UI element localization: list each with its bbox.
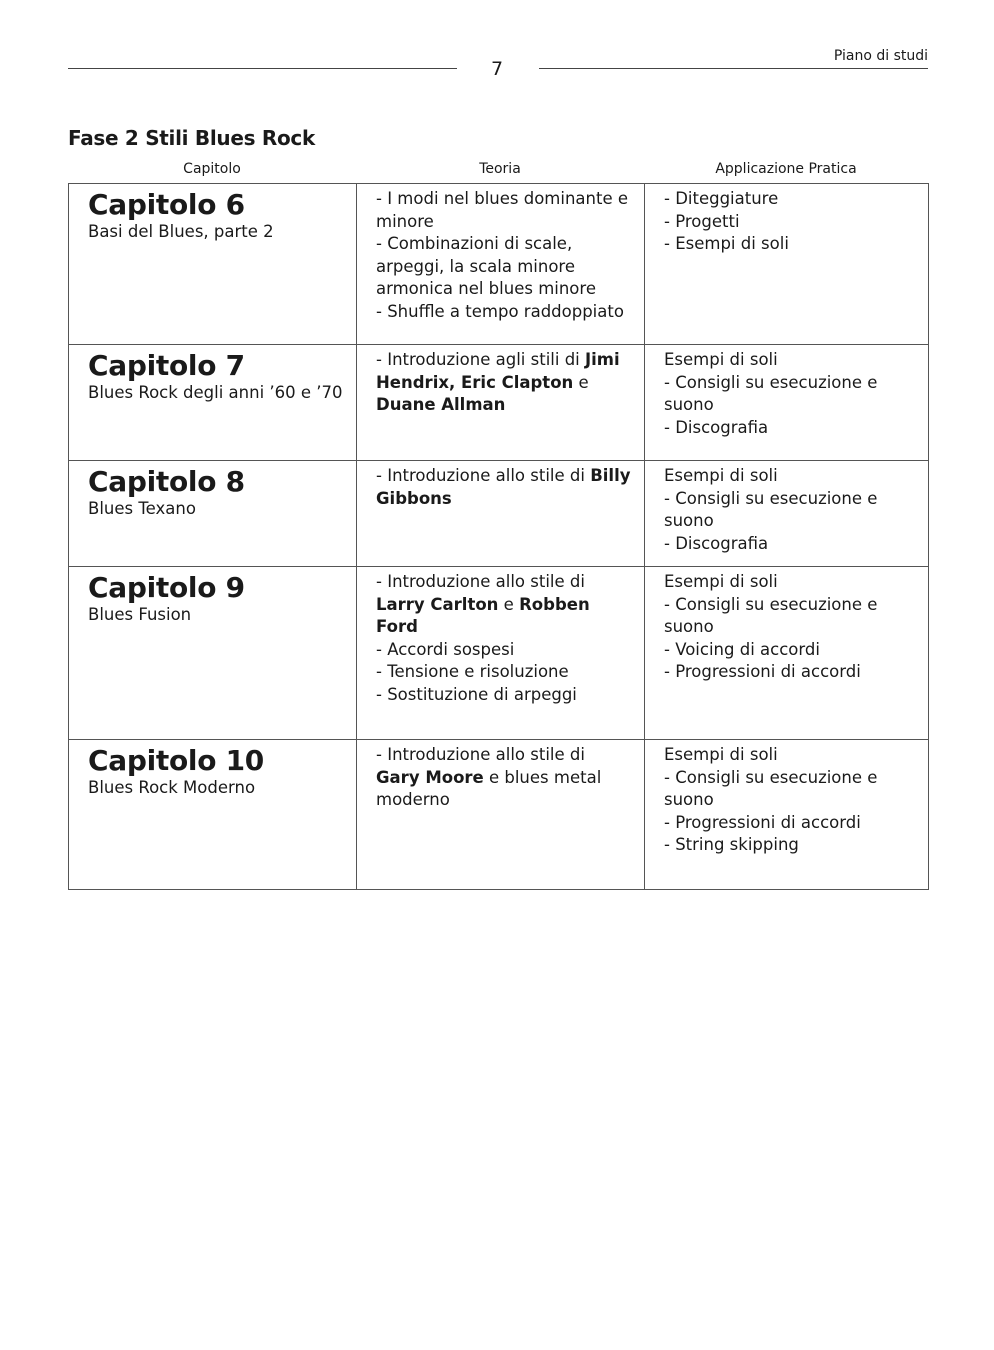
teoria-text: - Tensione e risoluzione: [376, 662, 569, 681]
pratica-line: - Consigli su esecuzione e: [664, 372, 878, 392]
teoria-line: [376, 684, 634, 707]
pratica-line: - Consigli su esecuzione e: [664, 594, 878, 614]
teoria-text: e: [498, 594, 520, 614]
teoria-text: - I modi nel blues dominante e: [376, 189, 628, 208]
teoria-line: [376, 594, 634, 617]
pratica-line: - Progressioni di accordi: [664, 812, 861, 832]
teoria-text: arpeggi, la scala minore: [376, 256, 575, 276]
table-row: [69, 567, 929, 740]
chapter-cell: [69, 345, 357, 461]
table-row: [69, 461, 929, 567]
artist-name: Gary Moore: [376, 767, 484, 787]
teoria-text: - Combinazioni di scale,: [376, 234, 573, 253]
teoria-line: [376, 767, 634, 790]
chapter-title: Capitolo 10: [88, 744, 264, 777]
pratica-line: Esempi di soli: [664, 745, 778, 764]
pratica-line: Esempi di soli: [664, 350, 778, 369]
teoria-cell: [357, 567, 645, 740]
chapter-title: Capitolo 6: [88, 188, 245, 221]
pratica-line: - Progetti: [664, 211, 740, 231]
chapter-subtitle: Basi del Blues, parte 2: [88, 222, 274, 241]
teoria-text: - Shuffle a tempo raddoppiato: [376, 301, 624, 321]
pratica-line: Esempi di soli: [664, 466, 778, 485]
teoria-text: - Sostituzione di arpeggi: [376, 684, 577, 704]
teoria-line: [376, 301, 634, 324]
teoria-line: [376, 661, 634, 684]
artist-name: Gibbons: [376, 488, 452, 508]
teoria-line: [376, 789, 634, 812]
pratica-cell: [645, 345, 929, 461]
teoria-line: [376, 233, 634, 256]
teoria-line: [376, 465, 634, 488]
teoria-line: [376, 349, 634, 372]
pratica-line: - Discografia: [664, 417, 769, 437]
chapter-subtitle: Blues Rock degli anni ’60 e ’70: [88, 383, 343, 402]
pratica-line: - Esempi di soli: [664, 234, 789, 253]
header-rule-right: [539, 68, 928, 69]
teoria-cell: [357, 184, 645, 345]
teoria-text: moderno: [376, 790, 450, 809]
teoria-line: [376, 278, 634, 301]
pratica-line: - Consigli su esecuzione e: [664, 767, 878, 787]
chapter-subtitle: Blues Rock Moderno: [88, 778, 256, 797]
section-title: Fase 2 Stili Blues Rock: [68, 126, 315, 150]
teoria-line: [376, 571, 634, 594]
teoria-cell: [357, 740, 645, 890]
pratica-line: suono: [664, 511, 714, 530]
pratica-line: - Consigli su esecuzione e: [664, 488, 878, 508]
teoria-text: e blues metal: [483, 767, 602, 787]
column-header-teoria: Teoria: [479, 161, 521, 177]
teoria-line: [376, 256, 634, 279]
teoria-line: [376, 744, 634, 767]
teoria-text: armonica nel blues minore: [376, 279, 596, 298]
study-plan-body: [69, 184, 929, 890]
pratica-line: - Voicing di accordi: [664, 639, 820, 659]
table-row: [69, 740, 929, 890]
teoria-text: - Introduzione allo stile di: [376, 572, 585, 591]
chapter-subtitle: Blues Fusion: [88, 605, 192, 624]
chapter-subtitle: Blues Texano: [88, 499, 196, 518]
teoria-text: e: [573, 372, 589, 392]
teoria-text: - Introduzione allo stile di: [376, 745, 585, 764]
artist-name: Robben: [519, 594, 590, 614]
pratica-cell: [645, 461, 929, 567]
header-rule-left: [68, 68, 457, 69]
teoria-text: - Accordi sospesi: [376, 639, 515, 659]
artist-name: Ford: [376, 617, 418, 636]
chapter-title: Capitolo 7: [88, 349, 245, 382]
teoria-text: - Introduzione allo stile di: [376, 466, 591, 485]
artist-name: Larry Carlton: [376, 594, 499, 614]
column-header-applicazione: Applicazione Pratica: [715, 161, 857, 177]
chapter-cell: [69, 740, 357, 890]
chapter-cell: [69, 184, 357, 345]
artist-name: Hendrix, Eric Clapton: [376, 372, 574, 392]
artist-name: Jimi: [585, 350, 620, 369]
pratica-line: - String skipping: [664, 835, 799, 854]
teoria-cell: [357, 461, 645, 567]
teoria-text: - Introduzione agli stili di: [376, 350, 585, 369]
pratica-line: - Diteggiature: [664, 189, 779, 208]
artist-name: Duane Allman: [376, 395, 506, 414]
teoria-line: [376, 616, 634, 639]
pratica-cell: [645, 184, 929, 345]
teoria-text: minore: [376, 211, 434, 231]
teoria-line: [376, 372, 634, 395]
pratica-line: suono: [664, 790, 714, 809]
teoria-cell: [357, 345, 645, 461]
study-plan-table: [68, 183, 929, 890]
table-row: [69, 184, 929, 345]
pratica-line: Esempi di soli: [664, 572, 778, 591]
pratica-line: - Discografia: [664, 533, 769, 553]
table-row: [69, 345, 929, 461]
chapter-title: Capitolo 8: [88, 465, 245, 498]
teoria-line: [376, 188, 634, 211]
teoria-line: [376, 639, 634, 662]
chapter-title: Capitolo 9: [88, 571, 245, 604]
column-header-capitolo: Capitolo: [183, 161, 241, 177]
pratica-line: - Progressioni di accordi: [664, 662, 861, 681]
page-number: 7: [490, 58, 504, 80]
teoria-line: [376, 488, 634, 511]
running-head: Piano di studi: [833, 48, 928, 64]
chapter-cell: [69, 461, 357, 567]
pratica-cell: [645, 740, 929, 890]
pratica-line: suono: [664, 395, 714, 414]
chapter-cell: [69, 567, 357, 740]
teoria-line: [376, 211, 634, 234]
pratica-cell: [645, 567, 929, 740]
pratica-line: suono: [664, 617, 714, 636]
teoria-line: [376, 394, 634, 417]
artist-name: Billy: [590, 466, 631, 485]
